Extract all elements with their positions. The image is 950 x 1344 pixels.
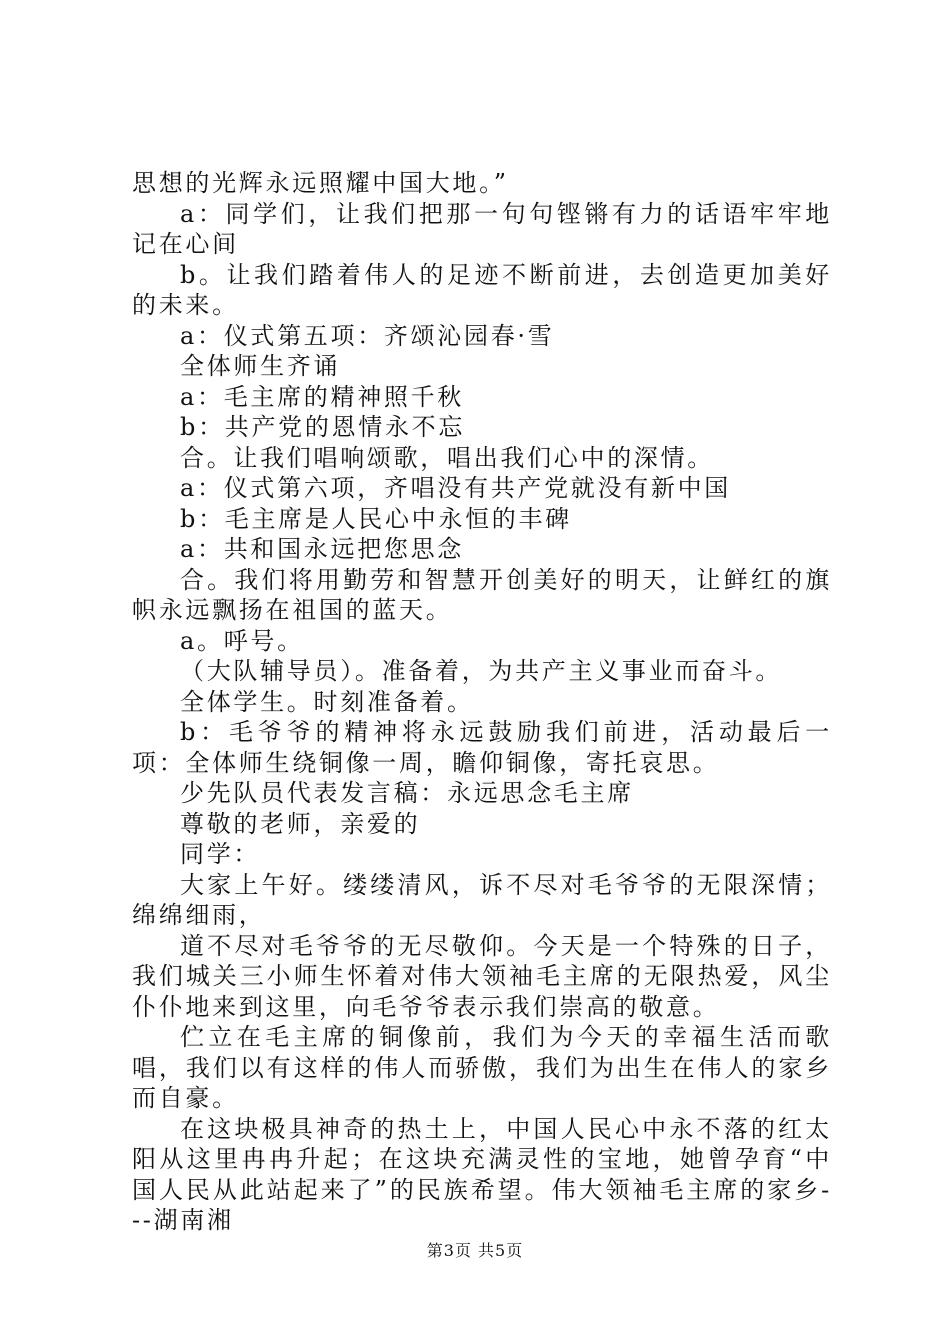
paragraph: 合。我们将用勤劳和智慧开创美好的明天，让鲜红的旗帜永远飘扬在祖国的蓝天。	[132, 565, 832, 624]
paragraph: a：仪式第五项：齐颂沁园春·雪	[180, 321, 555, 350]
paragraph: 合。让我们唱响颂歌，唱出我们心中的深情。	[180, 443, 714, 472]
paragraph: a。呼号。	[180, 626, 304, 655]
paragraph: b：毛主席是人民心中永恒的丰碑	[180, 504, 572, 533]
paragraph: 全体师生齐诵	[180, 352, 341, 380]
paragraph: 大家上午好。缕缕清风，诉不尽对毛爷爷的无限深情；绵绵细雨，	[132, 870, 832, 929]
paragraph: b。让我们踏着伟人的足迹不断前进，去创造更加美好的未来。	[132, 260, 832, 319]
paragraph: a：共和国永远把您思念	[180, 535, 465, 563]
document-body	[132, 168, 832, 1236]
paragraph: 尊敬的老师，亲爱的	[180, 809, 421, 838]
paragraph: 少先队员代表发言稿：永远思念毛主席	[180, 779, 634, 807]
paragraph: 道不尽对毛爷爷的无尽敬仰。今天是一个特殊的日子，我们城关三小师生怀着对伟大领袖毛主席的无限热爱，风尘仆仆地来到这里，向毛爷爷表示我们崇高的敬意。	[132, 931, 832, 1021]
paragraph: 思想的光辉永远照耀中国大地。”	[132, 169, 509, 197]
paragraph: b：毛爷爷的精神将永远鼓励我们前进，活动最后一项：全体师生绕铜像一周，瞻仰铜像，寄托哀思。	[132, 718, 832, 777]
paragraph: 全体学生。时刻准备着。	[180, 687, 474, 716]
paragraph: a：毛主席的精神照千秋	[180, 382, 465, 411]
paragraph: a：同学们，让我们把那一句句铿锵有力的话语牢牢地记在心间	[132, 199, 832, 258]
paragraph: （大队辅导员）。准备着，为共产主义事业而奋斗。	[180, 657, 783, 685]
paragraph: 在这块极具神奇的热土上，中国人民心中永不落的红太阳从这里冉冉升起；在这块充满灵性的宝地，她曾孕育“中国人民从此站起来了”的民族希望。伟大领袖毛主席的家乡---湖南湘	[132, 1114, 832, 1234]
paragraph: 同学：	[180, 840, 261, 868]
paragraph: a：仪式第六项，齐唱没有共产党就没有新中国	[180, 474, 732, 502]
page-number-footer: 第3页 共5页	[426, 1241, 524, 1260]
paragraph: 伫立在毛主席的铜像前，我们为今天的幸福生活而歌唱，我们以有这样的伟人而骄傲，我们为出生在伟人的家乡而自豪。	[132, 1023, 832, 1112]
paragraph: b：共产党的恩情永不忘	[180, 413, 466, 441]
